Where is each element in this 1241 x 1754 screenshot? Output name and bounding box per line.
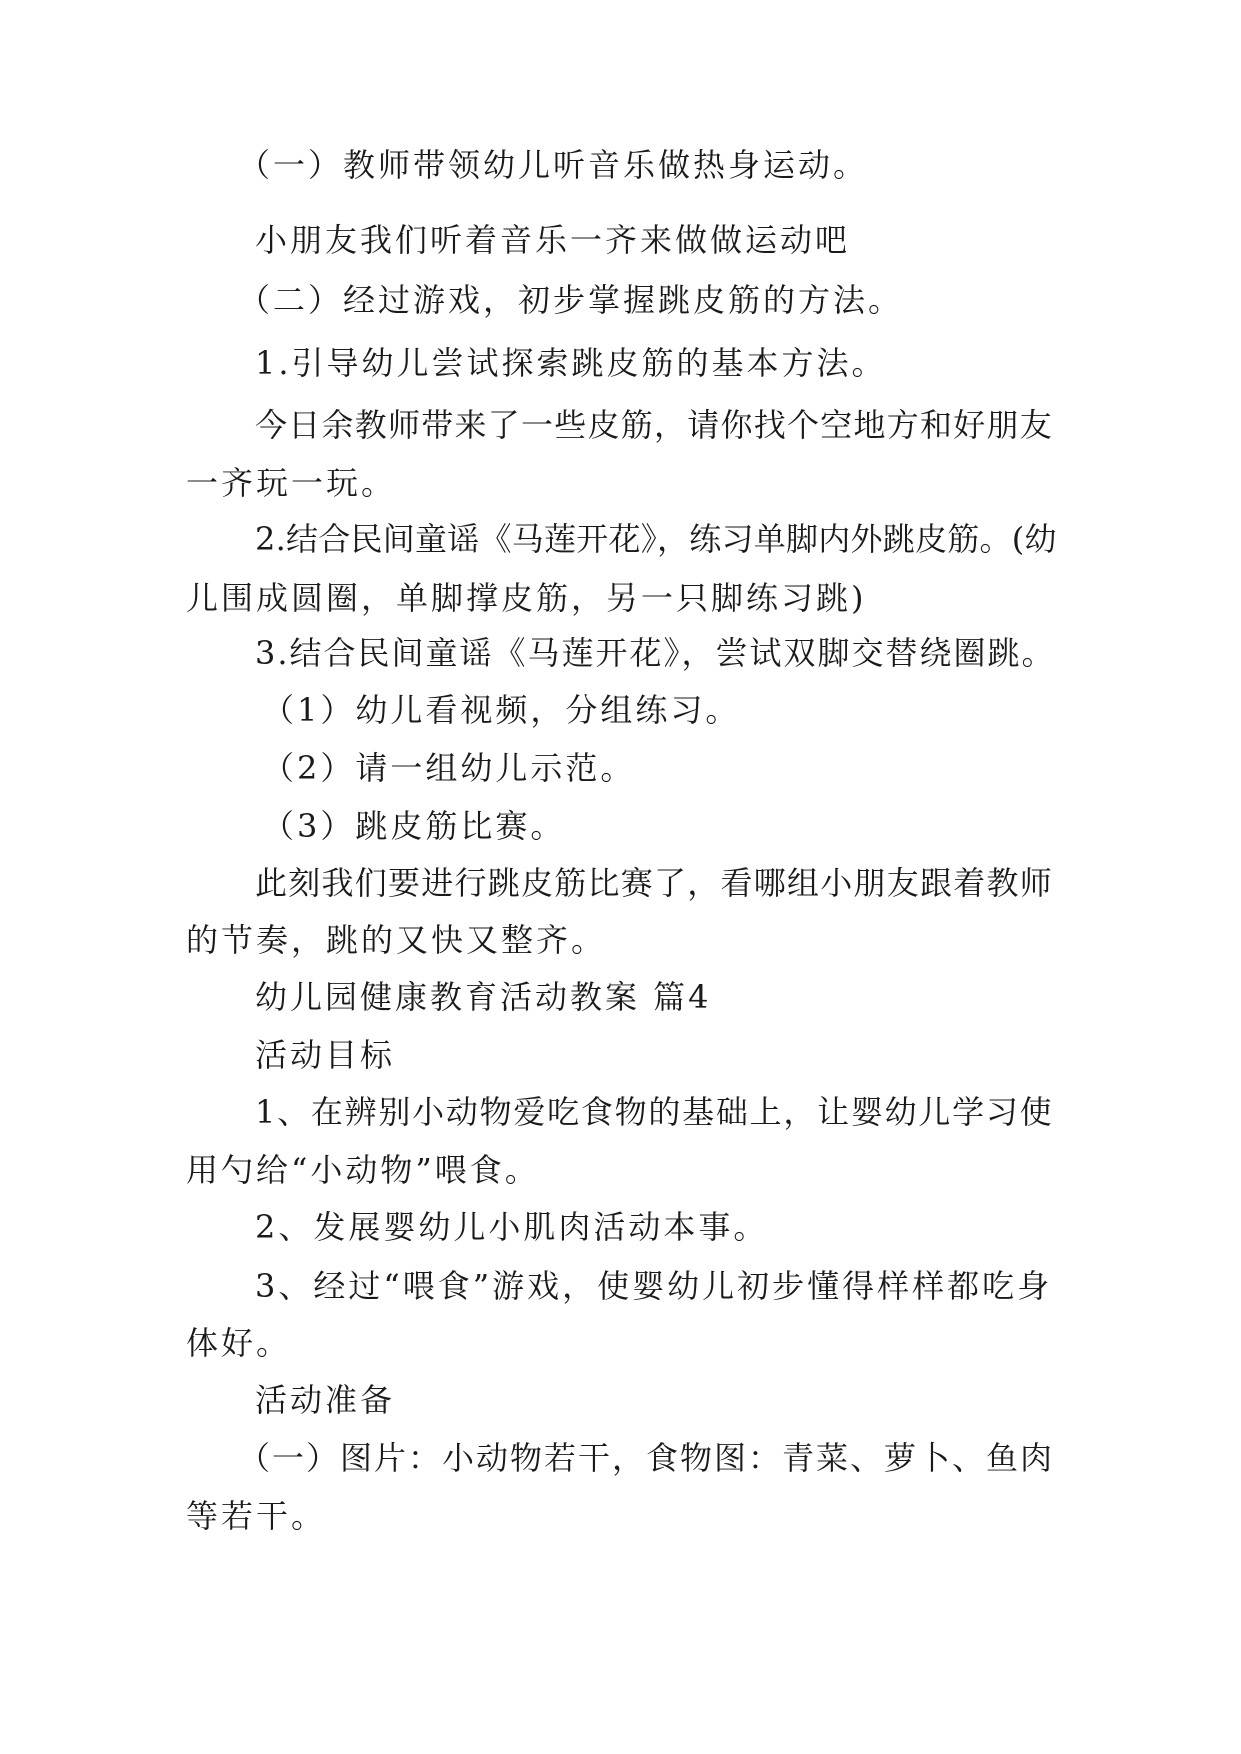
- text-line: （二）经过游戏，初步掌握跳皮筋的方法。: [238, 281, 904, 319]
- text-line: 2.结合民间童谣《马莲开花》，练习单脚内外跳皮筋。(幼: [255, 520, 1057, 558]
- text-line: 体好。: [186, 1324, 292, 1362]
- text-line: 儿围成圆圈，单脚撑皮筋，另一只脚练习跳): [186, 579, 867, 617]
- subheading: 活动目标: [255, 1036, 396, 1074]
- text-line: 3.结合民间童谣《马莲开花》，尝试双脚交替绕圈跳。: [255, 634, 1056, 672]
- subheading: 活动准备: [255, 1381, 396, 1419]
- text-line: 1、在辨别小动物爱吃食物的基础上，让婴幼儿学习使: [255, 1093, 1054, 1131]
- text-line: （一）教师带领幼儿听音乐做热身运动。: [238, 146, 869, 184]
- text-line: 用勺给“小动物”喂食。: [186, 1151, 540, 1189]
- text-line: 小朋友我们听着音乐一齐来做做运动吧: [255, 221, 851, 259]
- text-line: （2）请一组幼儿示范。: [262, 749, 636, 787]
- text-line: 今日余教师带来了一些皮筋，请你找个空地方和好朋友: [255, 406, 1054, 444]
- text-line: （3）跳皮筋比赛。: [262, 807, 566, 845]
- text-line: 3、经过“喂食”游戏，使婴幼儿初步懂得样样都吃身: [255, 1267, 1053, 1305]
- section-heading: 幼儿园健康教育活动教案 篇4: [255, 978, 712, 1016]
- text-line: 此刻我们要进行跳皮筋比赛了，看哪组小朋友跟着教师: [255, 864, 1054, 902]
- text-line: 等若干。: [186, 1497, 327, 1535]
- text-line: （一）图片：小动物若干，食物图：青菜、萝卜、鱼肉: [238, 1439, 1055, 1477]
- text-line: 的节奏，跳的又快又整齐。: [186, 921, 607, 959]
- text-line: 2、发展婴幼儿小肌肉活动本事。: [255, 1208, 769, 1246]
- text-line: 1.引导幼儿尝试探索跳皮筋的基本方法。: [255, 344, 887, 382]
- text-line: 一齐玩一玩。: [186, 464, 397, 502]
- text-line: （1）幼儿看视频，分组练习。: [262, 691, 741, 729]
